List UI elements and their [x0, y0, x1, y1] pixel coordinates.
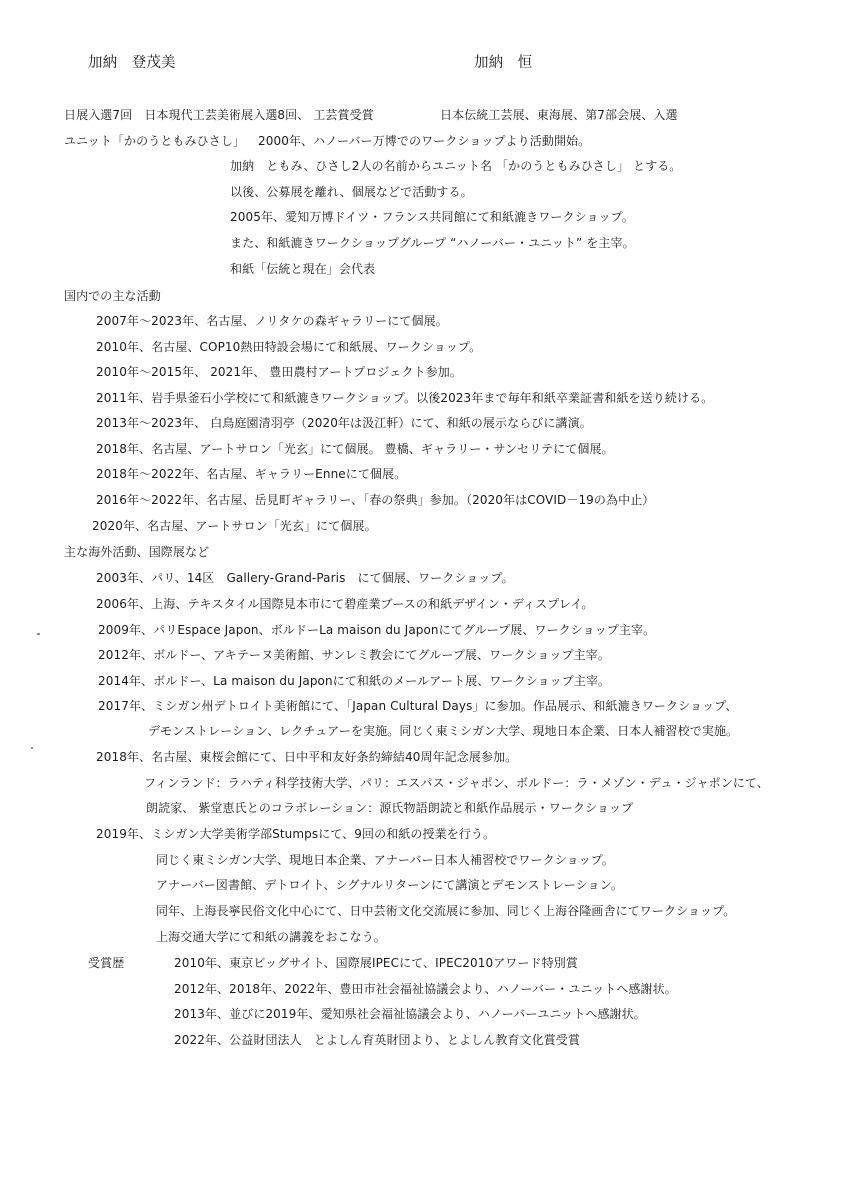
section-heading-overseas: 主な海外活動、国際展など — [64, 545, 210, 559]
domestic-item: 2018年、名古屋、アートサロン「光玄」にて個展。 豊橋、ギャラリー・サンセリテにて個展。 — [96, 442, 614, 456]
unit-line: 2000年、ハノーバー万博でのワークショップより活動開始。 — [258, 134, 591, 148]
overseas-item: 朗読家、 紫堂恵氏とのコラボレーション：源氏物語朗読と和紙作品展示・ワークショップ — [146, 801, 634, 815]
overseas-item: 同年、上海長寧民俗文化中心にて、日中芸術文化交流展に参加、同じく上海谷隆画舎にてワークショップ。 — [156, 904, 736, 918]
overseas-item: 2019年、ミシガン大学美術学部Stumpsにて、9回の和紙の授業を行う。 — [96, 827, 496, 841]
domestic-item: 2018年～2022年、名古屋、ギャラリーEnneにて個展。 — [96, 467, 407, 481]
unit-line: 和紙「伝統と現在」会代表 — [230, 262, 376, 276]
overseas-item: 2009年、パリEspace Japon、ボルドーLa maison du Japonにてグループ展、ワークショップ主宰。 — [98, 623, 656, 637]
domestic-item: 2016年～2022年、名古屋、岳見町ギャラリー、「春の祭典」参加。（2020年はCOVID－19の為中止） — [96, 493, 655, 507]
overseas-item: 2014年、ボルドー、La maison du Japonにて和紙のメールアート展、ワークショップ主宰。 — [98, 674, 611, 688]
artist-name-2: 加納 恒 — [474, 55, 533, 71]
domestic-item: 2010年～2015年、 2021年、 豊田農村アートプロジェクト参加。 — [96, 365, 462, 379]
unit-line: 2005年、愛知万博ドイツ・フランス共同館にて和紙漉きワークショップ。 — [230, 210, 634, 224]
overseas-item: フィンランド：ラハティ科学技術大学、パリ：エスパス・ジャポン、ボルドー：ラ・メゾン・デュ・ジャポンにて、 — [144, 776, 769, 790]
section-heading-domestic: 国内での主な活動 — [64, 289, 161, 303]
unit-line: 加納 ともみ、ひさし2人の名前からユニット名 「かのうともみひさし」 とする。 — [230, 159, 682, 173]
overseas-item: 2003年、パリ、14区 Gallery-Grand-Paris にて個展、ワークショップ。 — [96, 571, 514, 585]
award-line-2: 日本伝統工芸展、東海展、第7部会展、入選 — [440, 108, 678, 122]
unit-line: また、和紙漉きワークショップグループ “ハノーバー・ユニット” を主宰。 — [230, 236, 635, 250]
scan-speck — [37, 633, 40, 635]
artist-name-1: 加納 登茂美 — [88, 55, 176, 71]
unit-line: 以後、公募展を離れ、個展などで活動する。 — [230, 185, 473, 199]
section-heading-awards: 受賞歴 — [88, 956, 125, 970]
overseas-item: 2006年、上海、テキスタイル国際見本市にて碧産業ブースの和紙デザイン・ディスプレイ。 — [96, 597, 594, 611]
award-item: 2010年、東京ビッグサイト、国際展IPECにて、IPEC2010アワード特別賞 — [174, 956, 578, 970]
award-item: 2012年、2018年、2022年、豊田市社会福祉協議会より、ハノーバー・ユニットへ感謝状。 — [174, 982, 677, 996]
overseas-item: デモンストレーション、レクチュアーを実施。同じく東ミシガン大学、現地日本企業、日本人補習校で実施。 — [148, 724, 739, 738]
overseas-item: 2018年、名古屋、東桜会館にて、日中平和友好条約締結40周年記念展参加。 — [96, 750, 518, 764]
unit-label: ユニット「かのうともみひさし」 — [64, 134, 246, 148]
award-line-1: 日展入選7回 日本現代工芸美術展入選8回、 工芸賞受賞 — [64, 108, 374, 122]
domestic-item: 2007年～2023年、名古屋、ノリタケの森ギャラリーにて個展。 — [96, 314, 448, 328]
domestic-item: 2011年、岩手県釜石小学校にて和紙漉きワークショップ。以後2023年まで毎年和紙卒業証書和紙を送り続ける。 — [96, 391, 714, 405]
award-item: 2013年、並びに2019年、愛知県社会福祉協議会より、ハノーバーユニットへ感謝状。 — [174, 1007, 646, 1021]
overseas-item: アナーバー図書館、デトロイト、シグナルリターンにて講演とデモンストレーション。 — [156, 878, 623, 892]
domestic-item: 2020年、名古屋、アートサロン「光玄」にて個展。 — [92, 519, 377, 533]
domestic-item: 2010年、名古屋、COP10熱田特設会場にて和紙展、ワークショップ。 — [96, 340, 482, 354]
overseas-item: 上海交通大学にて和紙の講義をおこなう。 — [156, 930, 386, 944]
overseas-item: 同じく東ミシガン大学、現地日本企業、アナーバー日本人補習校でワークショップ。 — [156, 853, 615, 867]
scan-speck — [31, 747, 33, 749]
domestic-item: 2013年～2023年、 白鳥庭園清羽亭（2020年は汲江軒）にて、和紙の展示ならびに講演。 — [96, 416, 592, 430]
overseas-item: 2017年、ミシガン州デトロイト美術館にて、「Japan Cultural Days」に参加。作品展示、和紙漉きワークショップ、 — [98, 699, 738, 713]
award-item: 2022年、公益財団法人 とよしん育英財団より、とよしん教育文化賞受賞 — [174, 1033, 581, 1047]
overseas-item: 2012年、ボルドー、アキテーヌ美術館、サンレミ教会にてグループ展、ワークショップ主宰。 — [98, 648, 610, 662]
